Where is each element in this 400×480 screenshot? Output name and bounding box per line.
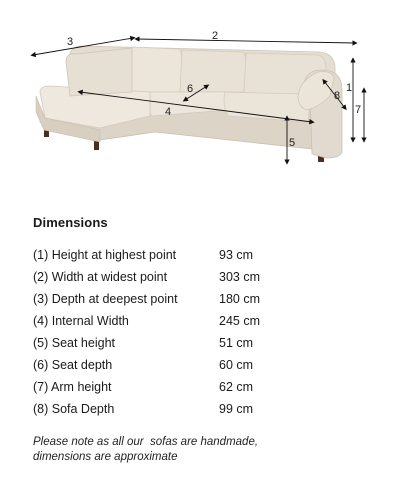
dimension-value: 99 cm bbox=[219, 402, 254, 416]
dimension-value: 180 cm bbox=[219, 292, 260, 306]
dimension-label: (2) Width at widest point bbox=[33, 270, 168, 284]
dimension-value: 303 cm bbox=[219, 270, 260, 284]
dim-label-7: 7 bbox=[355, 104, 362, 116]
dimension-label: (6) Seat depth bbox=[33, 358, 113, 372]
note-line-1: Please note as all our sofas are handmade, bbox=[33, 436, 259, 448]
dimension-row bbox=[33, 332, 363, 354]
dimension-row bbox=[33, 376, 363, 398]
dimension-row bbox=[33, 244, 363, 266]
dimension-label: (4) Internal Width bbox=[33, 314, 129, 328]
dimension-row bbox=[33, 288, 363, 310]
dim-label-2: 2 bbox=[212, 30, 219, 42]
dimension-label: (7) Arm height bbox=[33, 380, 112, 394]
left-arm bbox=[66, 48, 132, 96]
dimensions-list bbox=[33, 244, 363, 420]
note-line-2: dimensions are approximate bbox=[33, 451, 178, 463]
dimension-value: 62 cm bbox=[219, 380, 254, 394]
back-cushion-left bbox=[130, 47, 182, 92]
dimension-label: (3) Depth at deepest point bbox=[33, 292, 178, 306]
dim-label-6: 6 bbox=[187, 83, 194, 95]
dim-label-1: 1 bbox=[346, 82, 353, 94]
dim-label-5: 5 bbox=[289, 137, 296, 149]
dimension-label: (5) Seat height bbox=[33, 336, 115, 350]
dimension-value: 60 cm bbox=[219, 358, 254, 372]
sofa-illustration bbox=[0, 0, 400, 200]
dimension-value: 51 cm bbox=[219, 336, 254, 350]
dim-label-4: 4 bbox=[165, 106, 172, 118]
dim-label-8: 8 bbox=[334, 90, 341, 102]
handmade-note bbox=[33, 435, 363, 465]
dimension-row bbox=[33, 354, 363, 376]
dimension-label: (1) Height at highest point bbox=[33, 248, 177, 262]
dimension-row bbox=[33, 310, 363, 332]
dimension-value: 245 cm bbox=[219, 314, 260, 328]
dimension-row bbox=[33, 398, 363, 420]
dimension-value: 93 cm bbox=[219, 248, 254, 262]
dim-label-3: 3 bbox=[67, 36, 74, 48]
sofa-diagram bbox=[0, 0, 400, 200]
dimension-label: (8) Sofa Depth bbox=[33, 402, 115, 416]
dimensions-heading: Dimensions bbox=[33, 215, 108, 230]
dimension-row bbox=[33, 266, 363, 288]
